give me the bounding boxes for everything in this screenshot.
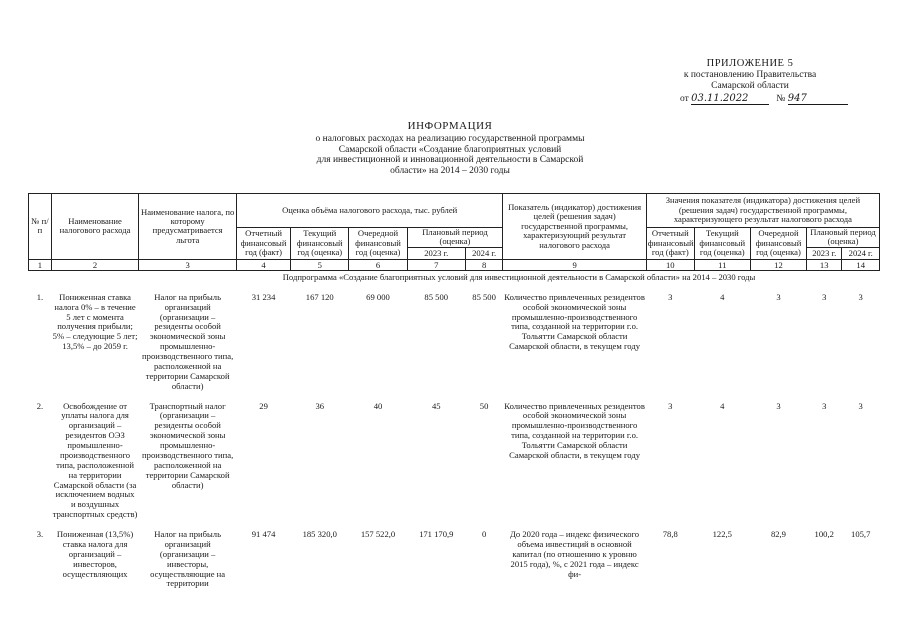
row-indicator: Количество привлеченных резидентов особой экономической зоны промышленно-производственного типа, созданной на территории г.о. Тольятти Самарской области Самарской области, в текущем году — [504, 291, 645, 352]
col-number: 14 — [842, 259, 880, 270]
number-label: № — [776, 93, 786, 104]
header-val-current: Текущий финансовый год (оценка) — [694, 228, 750, 260]
header-est-plan: Плановый период (оценка) — [407, 228, 503, 248]
header-year-2023: 2023 г. — [407, 247, 465, 259]
header-est-report: Отчетный финансовый год (факт) — [237, 228, 291, 260]
header-vyear-2023: 2023 г. — [807, 247, 842, 259]
column-numbers-row — [29, 259, 880, 270]
row-est-2023: 85 500 — [424, 291, 449, 302]
heading-line-1: о налоговых расходах на реализацию государственной программы — [315, 133, 585, 144]
header-val-next: Очередной финансовый год (оценка) — [750, 228, 806, 260]
appendix-title: ПРИЛОЖЕНИЕ 5 — [706, 58, 794, 69]
col-number: 12 — [750, 259, 806, 270]
row-est-report: 29 — [259, 400, 268, 411]
col-number: 13 — [807, 259, 842, 270]
row-name: Пониженная ставка налога 0% – в течение 5 лет с момента получения прибыли; 5% – следующие 5 лет; 13,5% – до 2059 г. — [52, 291, 138, 352]
appendix-line-1: к постановлению Правительства — [683, 70, 817, 81]
row-est-next: 69 000 — [366, 291, 390, 302]
row-name: Освобождение от уплаты налога для организаций – резидентов ОЭЗ промышленно-производственного типа, расположенной на территории Самарской области (за исключением водных и воздушных транспортных средств) — [52, 400, 138, 520]
subprogram-title: Подпрограмма «Создание благоприятных условий для инвестиционной деятельности в Самарской области» на 2014 – 2030 годы — [282, 271, 756, 282]
row-val-report: 3 — [668, 291, 673, 302]
row-val-2023: 100,2 — [814, 529, 834, 540]
heading-line-3: для инвестиционной и инновационной деятельности в Самарской — [316, 155, 584, 166]
row-est-current: 36 — [315, 400, 325, 411]
row-val-report: 78,8 — [662, 529, 678, 540]
row-est-2024: 85 500 — [472, 291, 496, 302]
header-val-plan: Плановый период (оценка) — [807, 228, 880, 248]
row-num: 1. — [36, 291, 44, 302]
heading-line-2: Самарской области «Создание благоприятных условий — [338, 144, 562, 155]
col-number: 1 — [29, 259, 52, 270]
table-row — [29, 400, 880, 529]
row-est-report: 31 234 — [251, 291, 276, 302]
row-est-2023: 171 170,9 — [419, 529, 454, 540]
header-vyear-2024: 2024 г. — [842, 247, 880, 259]
decree-date: 03.11.2022 — [691, 93, 769, 106]
header-est-next: Очередной финансовый год (оценка) — [349, 228, 407, 260]
header-name: Наименование налогового расхода — [51, 194, 138, 260]
appendix-block — [640, 58, 860, 105]
col-number: 6 — [349, 259, 407, 270]
col-number: 8 — [465, 259, 502, 270]
row-est-current: 167 120 — [305, 291, 334, 302]
row-est-next: 157 522,0 — [360, 529, 396, 540]
row-val-next: 3 — [776, 291, 781, 302]
col-number: 9 — [503, 259, 647, 270]
row-val-2023: 3 — [822, 400, 827, 411]
row-val-2024: 3 — [858, 400, 863, 411]
row-tax: Транспортный налог (организации – резиденты особой экономической зоны промышленно-производственного типа, расположенной на территории Самарской области) — [142, 400, 234, 490]
row-est-2024: 0 — [481, 529, 487, 540]
row-est-2024: 50 — [479, 400, 489, 411]
row-val-2024: 3 — [858, 291, 863, 302]
row-val-current: 4 — [720, 291, 725, 302]
row-val-current: 122,5 — [712, 529, 732, 540]
table-row — [29, 291, 880, 400]
decree-number: 947 — [788, 93, 848, 106]
row-est-2023: 45 — [431, 400, 441, 411]
header-tax: Наименование налога, по которому предусматривается льгота — [139, 194, 237, 260]
header-indicator: Показатель (индикатор) достижения целей (решения задач) государственной программы, характеризующий результат налогового расхода — [503, 194, 647, 260]
row-val-current: 4 — [720, 400, 725, 411]
header-values-group: Значения показателя (индикатора) достижения целей (решения задач) государственной программы, характеризующего результат налогового расхода — [646, 194, 879, 228]
appendix-date-line — [640, 93, 860, 106]
row-est-next: 40 — [373, 400, 383, 411]
header-est-current: Текущий финансовый год (оценка) — [291, 228, 349, 260]
header-num: № п/п — [29, 194, 52, 260]
col-number: 3 — [139, 259, 237, 270]
row-val-next: 3 — [776, 400, 781, 411]
col-number: 4 — [237, 259, 291, 270]
document-title: ИНФОРМАЦИЯ — [407, 120, 493, 132]
col-number: 11 — [694, 259, 750, 270]
header-estimate-group: Оценка объёма налогового расхода, тыс. рублей — [237, 194, 503, 228]
col-number: 7 — [407, 259, 465, 270]
col-number: 10 — [646, 259, 694, 270]
row-val-2023: 3 — [822, 291, 827, 302]
row-est-report: 91 474 — [251, 529, 276, 540]
row-num: 3. — [36, 529, 44, 540]
row-name: Пониженная (13,5%) ставка налога для организаций – инвесторов, осуществляющих — [56, 529, 134, 579]
row-val-next: 82,9 — [770, 529, 786, 540]
row-tax: Налог на прибыль организаций (организации – инвесторы, осуществляющие на территории — [150, 529, 226, 589]
table-row — [29, 528, 880, 597]
row-indicator: До 2020 года – индекс физического объема инвестиций в основной капитал (по отношению к уровню 2015 года), %, с 2021 года – индекс фи- — [510, 529, 640, 579]
col-number: 5 — [291, 259, 349, 270]
row-num: 2. — [36, 400, 44, 411]
header-val-report: Отчетный финансовый год (факт) — [646, 228, 694, 260]
row-val-2024: 105,7 — [851, 529, 871, 540]
tax-expenditure-table — [28, 193, 880, 597]
document-heading — [270, 120, 630, 177]
row-indicator: Количество привлеченных резидентов особой экономической зоны промышленно-производственного типа, созданной на территории г.о. Тольятти Самарской области Самарской области, в текущем году — [504, 400, 645, 460]
header-year-2024: 2024 г. — [465, 247, 502, 259]
row-est-current: 185 320,0 — [302, 529, 337, 540]
from-label: от — [680, 93, 689, 104]
row-tax: Налог на прибыль организаций (организации – резиденты особой экономической зоны промышленно-производственного типа, расположенной на территории Самарской области) — [142, 291, 234, 391]
appendix-line-2: Самарской области — [711, 80, 789, 91]
col-number: 2 — [51, 259, 138, 270]
heading-line-4: области» на 2014 – 2030 годы — [390, 166, 510, 177]
row-val-report: 3 — [668, 400, 673, 411]
